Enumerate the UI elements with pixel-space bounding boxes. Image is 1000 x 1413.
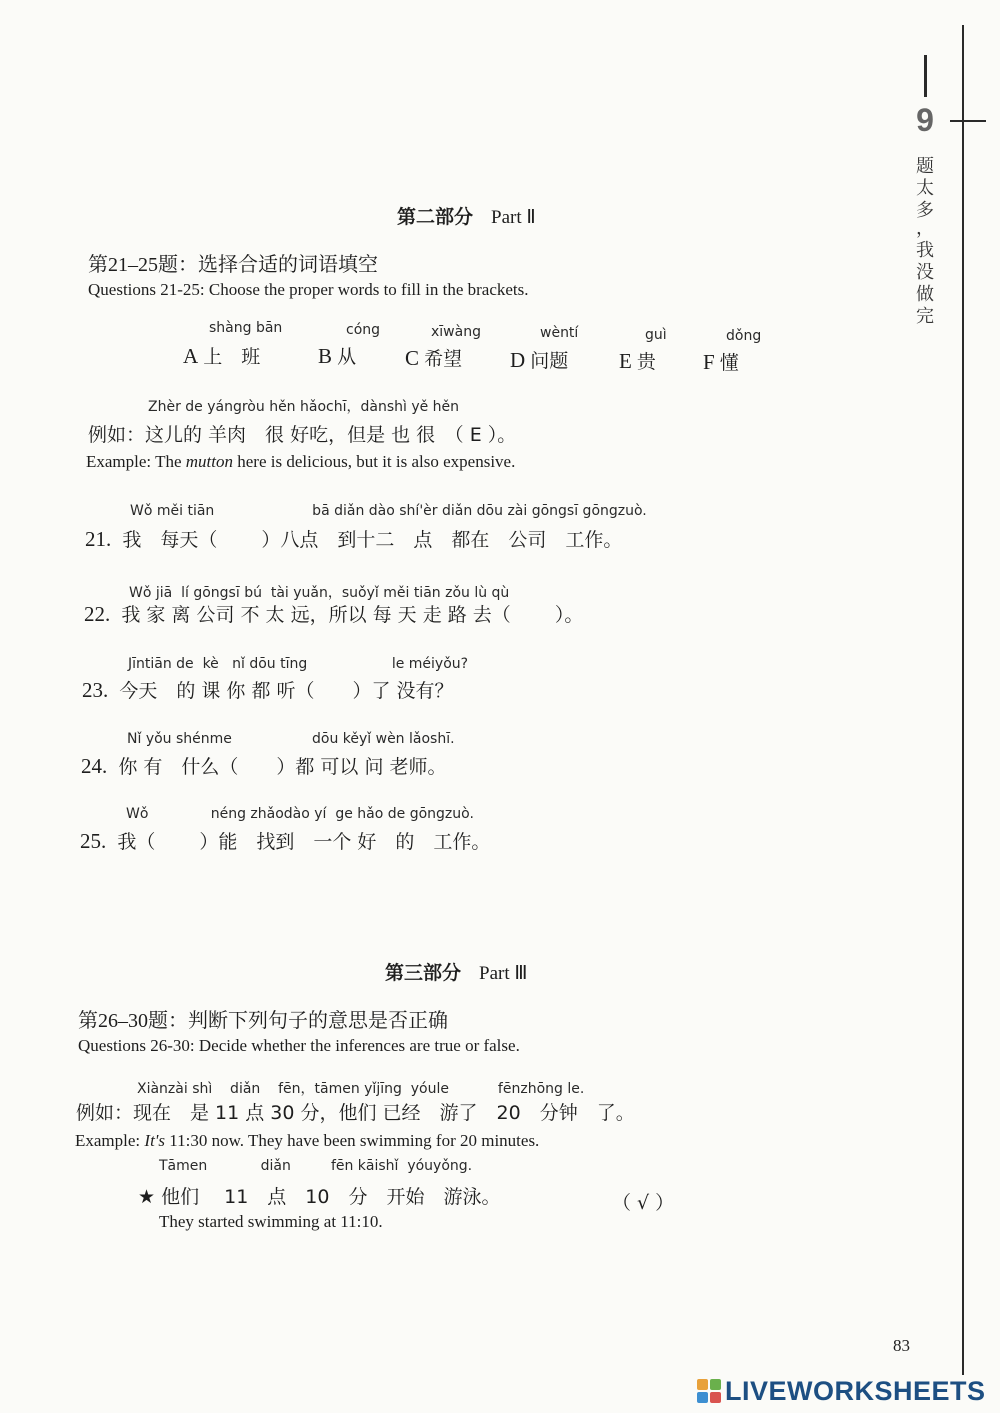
part3-subtitle: Questions 26-30: Decide whether the inferences are true or false. bbox=[78, 1036, 520, 1055]
question-number: 25. bbox=[80, 829, 107, 853]
side-tab-char: 没 bbox=[916, 262, 934, 283]
option-letter: E bbox=[619, 349, 632, 373]
option-letter: A bbox=[183, 344, 199, 368]
part2-heading-zh: 第二部分 bbox=[397, 206, 474, 228]
part3-heading-zh: 第三部分 bbox=[385, 962, 462, 984]
part3-title-range: 26–30 bbox=[98, 1010, 148, 1032]
option-word: 从 bbox=[337, 346, 357, 368]
logo-tile bbox=[697, 1392, 708, 1403]
question-text: 你 有 什么（ ）都 可以 问 老师。 bbox=[118, 756, 447, 778]
part2-title-suffix: 题：选择合适的词语填空 bbox=[158, 252, 378, 276]
part3-heading bbox=[385, 958, 527, 985]
page-number: 83 bbox=[893, 1336, 910, 1355]
option-b-pinyin: cóng bbox=[346, 322, 381, 338]
question-number: 22. bbox=[84, 602, 111, 626]
example-en-post: here is delicious, but it is also expensive. bbox=[233, 452, 516, 471]
side-tab-char: 我 bbox=[916, 240, 934, 261]
option-word: 贵 bbox=[636, 351, 656, 373]
q25-pinyin: Wǒ néng zhǎodào yí ge hǎo de gōngzuò. bbox=[126, 806, 474, 822]
q21-pinyin: Wǒ měi tiān bā diǎn dào shí'èr diǎn dōu zài gōngsī gōngzuò. bbox=[130, 503, 647, 519]
option-f bbox=[703, 348, 739, 375]
q24-pinyin: Nǐ yǒu shénme dōu kěyǐ wèn lǎoshī. bbox=[127, 731, 455, 747]
star-statement-zh: ★ 他们 11 点 10 分 开始 游泳。 bbox=[138, 1186, 501, 1208]
q22 bbox=[84, 600, 583, 627]
part2-title-prefix: 第 bbox=[88, 252, 108, 276]
part2-example-en bbox=[86, 452, 515, 472]
option-letter: C bbox=[405, 346, 420, 370]
part3-title bbox=[78, 1004, 448, 1033]
side-tab-char: 完 bbox=[916, 306, 934, 327]
side-tab-char: 太 bbox=[916, 178, 934, 199]
option-letter: D bbox=[510, 348, 526, 372]
question-text: 我 每天（ ）八点 到十二 点 都在 公司 工作。 bbox=[122, 529, 623, 551]
logo-text: LIVEWORKSHEETS bbox=[725, 1375, 986, 1406]
logo-tile bbox=[710, 1379, 721, 1390]
option-c bbox=[405, 344, 462, 371]
part2-title-range: 21–25 bbox=[108, 254, 158, 276]
part2-heading bbox=[397, 202, 536, 229]
star-statement-en: They started swimming at 11:10. bbox=[159, 1212, 383, 1231]
side-tab-dash bbox=[950, 120, 986, 122]
side-tab-line-top bbox=[924, 55, 927, 97]
logo-tile bbox=[697, 1379, 708, 1390]
part3-title-suffix: 题：判断下列句子的意思是否正确 bbox=[148, 1008, 448, 1032]
part2-heading-en: Part Ⅱ bbox=[491, 207, 536, 228]
question-text: 我（ ）能 找到 一个 好 的 工作。 bbox=[117, 831, 491, 853]
q25 bbox=[80, 827, 490, 854]
part2-example-zh: 例如：这儿的 羊肉 很 好吃，但是 也 很 （ E ）。 bbox=[88, 424, 517, 446]
q24 bbox=[81, 752, 447, 779]
example-en-pre: Example: The bbox=[86, 452, 186, 471]
question-number: 23. bbox=[82, 678, 109, 702]
true-false-answer: （ √ ） bbox=[612, 1192, 675, 1214]
option-e bbox=[619, 347, 656, 374]
part2-title bbox=[88, 248, 378, 277]
q23-pinyin: Jīntiān de kè nǐ dōu tīng le méiyǒu? bbox=[128, 656, 469, 672]
q23 bbox=[82, 676, 454, 703]
side-tab-char: ， bbox=[916, 218, 934, 239]
q22-pinyin: Wǒ jiā lí gōngsī bú tài yuǎn，suǒyǐ měi tiān zǒu lù qù bbox=[129, 585, 510, 601]
side-tab-char: 多 bbox=[916, 200, 934, 221]
question-text: 今天 的 课 你 都 听（ ）了 没有？ bbox=[119, 680, 454, 702]
part3-example-en bbox=[75, 1131, 539, 1151]
part2-example-pinyin: Zhèr de yángròu hěn hǎochī，dànshì yě hěn bbox=[148, 399, 460, 415]
chapter-number: 9 bbox=[916, 102, 934, 138]
option-a bbox=[183, 342, 260, 369]
question-text: 我 家 离 公司 不 太 远，所以 每 天 走 路 去（ ）。 bbox=[121, 604, 584, 626]
logo-grid-icon bbox=[697, 1379, 721, 1403]
option-d-pinyin: wèntí bbox=[540, 325, 579, 341]
example-en-italic: mutton bbox=[185, 452, 234, 471]
option-e-pinyin: guì bbox=[645, 327, 667, 343]
question-number: 24. bbox=[81, 754, 108, 778]
option-word: 上 班 bbox=[203, 346, 261, 368]
part3-example-pinyin: Xiànzài shì diǎn fēn，tāmen yǐjīng yóule fēnzhōng le. bbox=[137, 1081, 585, 1097]
option-b bbox=[318, 342, 356, 369]
liveworksheets-logo[interactable] bbox=[697, 1376, 986, 1406]
star-pinyin: Tāmen diǎn fēn kāishǐ yóuyǒng. bbox=[159, 1158, 473, 1174]
logo-tile bbox=[710, 1392, 721, 1403]
part3-example-zh: 例如：现在 是 11 点 30 分，他们 已经 游了 20 分钟 了。 bbox=[76, 1102, 635, 1124]
part3-title-prefix: 第 bbox=[78, 1008, 98, 1032]
example-en-pre: Example: bbox=[75, 1131, 145, 1150]
option-d bbox=[510, 346, 568, 373]
option-letter: B bbox=[318, 344, 333, 368]
option-a-pinyin: shàng bān bbox=[209, 320, 283, 336]
question-number: 21. bbox=[85, 527, 112, 551]
option-word: 问题 bbox=[530, 350, 569, 372]
side-tab-char: 题 bbox=[916, 156, 934, 177]
example-en-italic: It's bbox=[144, 1131, 166, 1150]
option-word: 懂 bbox=[719, 352, 739, 374]
q21 bbox=[85, 525, 622, 552]
part2-subtitle: Questions 21-25: Choose the proper words to fill in the brackets. bbox=[88, 280, 529, 299]
side-tab-char: 做 bbox=[916, 284, 934, 305]
example-en-post: 11:30 now. They have been swimming for 20 minutes. bbox=[165, 1131, 540, 1150]
option-word: 希望 bbox=[424, 348, 463, 370]
option-letter: F bbox=[703, 350, 715, 374]
page-right-border bbox=[962, 25, 964, 1375]
option-c-pinyin: xīwàng bbox=[431, 324, 481, 340]
option-f-pinyin: dǒng bbox=[726, 328, 762, 344]
part3-heading-en: Part Ⅲ bbox=[479, 963, 528, 984]
